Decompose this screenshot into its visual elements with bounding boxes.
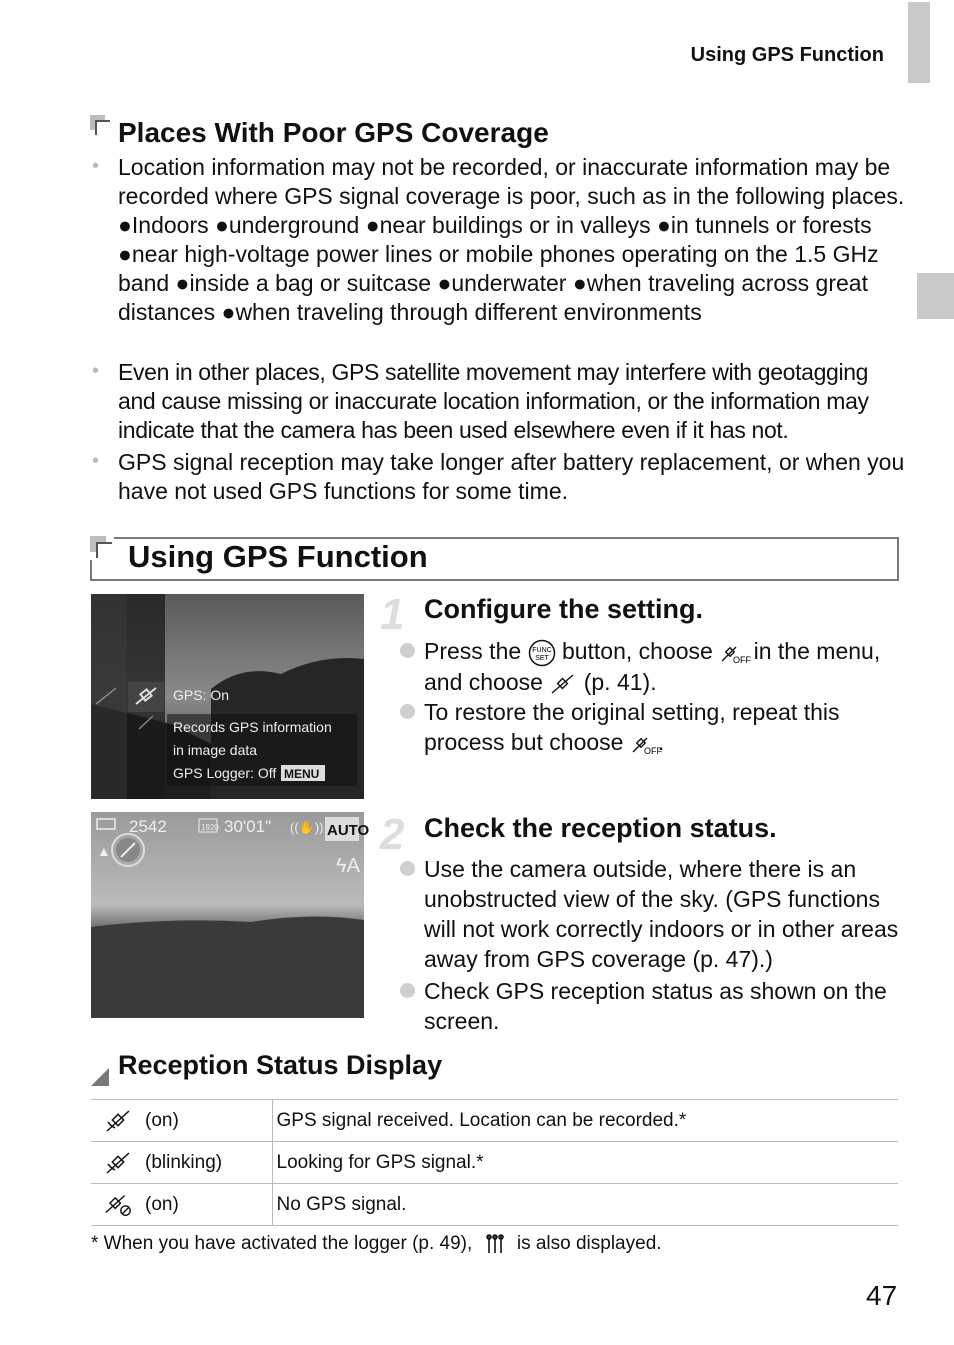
- chapter-tab-side: [917, 273, 954, 319]
- section-square-icon: [90, 536, 114, 560]
- gps-on-icon: [549, 672, 577, 696]
- flash-icon: ϟA: [336, 855, 360, 877]
- stabilizer-icon: ((✋)): [290, 820, 324, 835]
- gps-on-label: GPS: On: [173, 687, 230, 703]
- section-title-poor-coverage: Places With Poor GPS Coverage: [118, 117, 549, 148]
- gps-icon: [103, 1150, 133, 1176]
- table-row: [91, 1184, 898, 1226]
- svg-text:OFF: OFF: [643, 745, 662, 756]
- status-label: (blinking): [145, 1151, 223, 1173]
- resolution-badge: 1920: [201, 823, 219, 832]
- footnote: * When you have activated the logger (p. 49), is also displayed.: [91, 1233, 662, 1255]
- status-desc: No GPS signal.: [272, 1184, 898, 1226]
- status-label: (on): [145, 1109, 179, 1131]
- svg-text:FUNC: FUNC: [531, 646, 552, 654]
- step-item: Press the FUNC SET button, choose OFF in the menu, and choose (p. 41).: [424, 638, 881, 695]
- svg-text:OFF: OFF: [733, 654, 752, 665]
- reception-status-table: [91, 1099, 898, 1226]
- status-desc: Looking for GPS signal.*: [272, 1142, 898, 1184]
- bullet-dot-icon: •: [92, 450, 100, 472]
- bullet-ring-icon: [400, 861, 415, 876]
- step-number: 1: [380, 590, 405, 639]
- step-item: Use the camera outside, where there is an unobstructed view of the sky. (GPS functions will not work correctly indoors or in other areas away from GPS coverage (p. 47).): [424, 856, 899, 972]
- gps-off-icon: [630, 732, 662, 756]
- step-number: 2: [380, 810, 405, 859]
- bullet-item: GPS signal reception may take longer after battery replacement, or when you have not used GPS functions for some time.: [118, 449, 905, 504]
- bullet-ring-icon: [400, 704, 415, 719]
- bullet-ring-icon: [400, 983, 415, 998]
- step-title: Configure the setting.: [424, 594, 703, 624]
- gps-logger-label: GPS Logger: Off: [173, 765, 277, 781]
- subsection-triangle-icon: [91, 1068, 109, 1086]
- func-set-button-icon: [528, 639, 556, 667]
- status-label: (on): [145, 1193, 179, 1215]
- gps-no-signal-icon: [103, 1192, 133, 1218]
- bullet-item: [118, 153, 908, 327]
- menu-badge: MENU: [284, 767, 320, 781]
- status-desc: GPS signal received. Location can be recorded.*: [272, 1100, 898, 1142]
- record-time: 30'01": [224, 817, 272, 836]
- bullet-text: Location information may not be recorded, or inaccurate information may be recorded where GPS signal coverage is poor, such as in the following places.: [118, 154, 905, 209]
- gps-desc-1: Records GPS information: [173, 719, 332, 735]
- bullet-dot-icon: •: [92, 155, 100, 177]
- section-square-icon: [90, 115, 110, 135]
- shots-remaining: 2542: [129, 817, 167, 836]
- table-row: [91, 1100, 898, 1142]
- gps-off-icon: [719, 641, 752, 665]
- running-head: Using GPS Function: [690, 44, 884, 66]
- gps-desc-2: in image data: [173, 742, 258, 758]
- subsection-title: Reception Status Display: [118, 1050, 443, 1080]
- auto-mode-badge: AUTO: [327, 822, 370, 839]
- places-list: ●Indoors ●underground ●near buildings or in valleys ●in tunnels or forests ●near high-voltage power lines or mobile phones operating on the 1.5 GHz band ●inside a bag or suitcase ●underwater ●when traveling across great distances ●when traveling through different environments: [118, 212, 879, 325]
- step-title: Check the reception status.: [424, 813, 777, 843]
- bullet-item: Even in other places, GPS satellite movement may interfere with geotagging and cause missing or inaccurate location information, or the information may indicate that the camera has been used elsewhere even if it has not.: [118, 359, 869, 443]
- camera-shooting-screenshot: [91, 812, 370, 1018]
- bullet-ring-icon: [400, 643, 415, 658]
- gps-icon: [103, 1108, 133, 1134]
- bullet-dot-icon: •: [92, 360, 100, 382]
- logger-icon: [478, 1233, 512, 1255]
- section-title-using-gps: Using GPS Function: [128, 539, 428, 574]
- step-item: Check GPS reception status as shown on the screen.: [424, 978, 887, 1034]
- page-number: 47: [866, 1280, 898, 1311]
- chapter-tab-top: [908, 2, 930, 83]
- table-row: [91, 1142, 898, 1184]
- camera-mode-icon: ▲: [97, 843, 111, 859]
- step-item: To restore the original setting, repeat this process but choose OFF .: [424, 699, 840, 756]
- svg-text:SET: SET: [534, 654, 549, 662]
- camera-menu-screenshot: [91, 594, 364, 799]
